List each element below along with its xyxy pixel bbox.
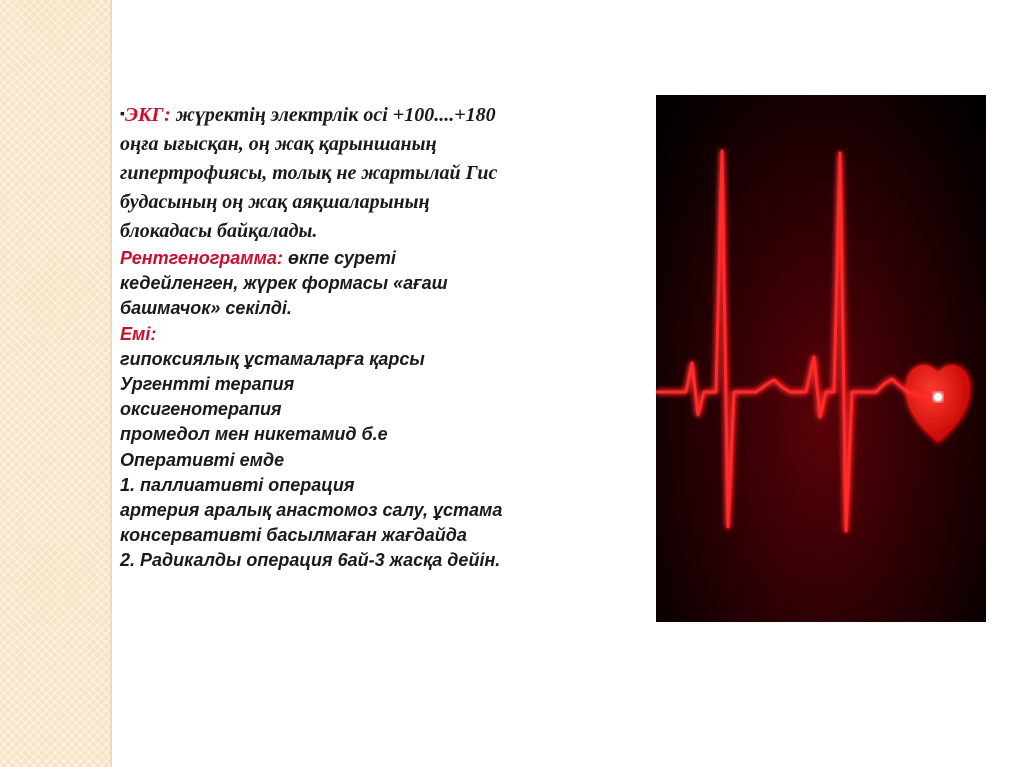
heart-icon [906,365,970,443]
treatment-line: артерия аралық анастомоз салу, ұстама [120,500,503,521]
treatment-line: оксигенотерапия [120,399,282,420]
ecg-heartbeat-icon [656,95,986,622]
xray-line: кедейленген, жүрек формасы «ағаш [120,273,448,294]
xray-line: башмачок» секілді. [120,298,292,319]
ekg-line: оңға ығысқан, оң жақ қарыншаның [120,133,437,155]
xray-line [120,246,630,271]
ekg-line: блокадасы байқалады. [120,220,318,242]
treatment-label: Емі: [120,323,157,344]
ekg-line: будасының оң жақ аяқшаларының [120,191,430,213]
xray-text: өкпе суреті [282,248,396,268]
treatment-line: Оперативті емде [120,449,285,470]
treatment-line: 1. паллиативті операция [120,474,355,495]
xray-label: Рентгенограмма: [120,248,283,268]
ekg-line: жүректің электрлік осі +100....+180 [170,104,496,126]
treatment-line: 2. Радикалды операция 6ай-3 жасқа дейін. [120,550,501,571]
side-band-edge [110,0,112,767]
ekg-label: ЭКГ: [124,104,171,126]
ecg-trace [656,151,938,531]
treatment-line: гипоксиялық ұстамаларға қарсы [120,348,425,369]
treatment-line: консервативті басылмаған жағдайда [120,525,467,546]
treatment-line: Ургентті терапия [120,374,295,395]
decorative-side-band [0,0,110,767]
bullet-icon: ▪ [120,107,125,122]
ecg-heartbeat-image [656,95,986,622]
treatment-line: промедол мен никетамид б.е [120,424,388,445]
ecg-spark [934,393,942,401]
ekg-line: гипертрофиясы, толық не жартылай Гис [120,162,498,184]
diagnosis-treatment-paragraph [120,246,630,574]
ekg-paragraph [120,100,630,246]
slide-text [120,100,630,574]
